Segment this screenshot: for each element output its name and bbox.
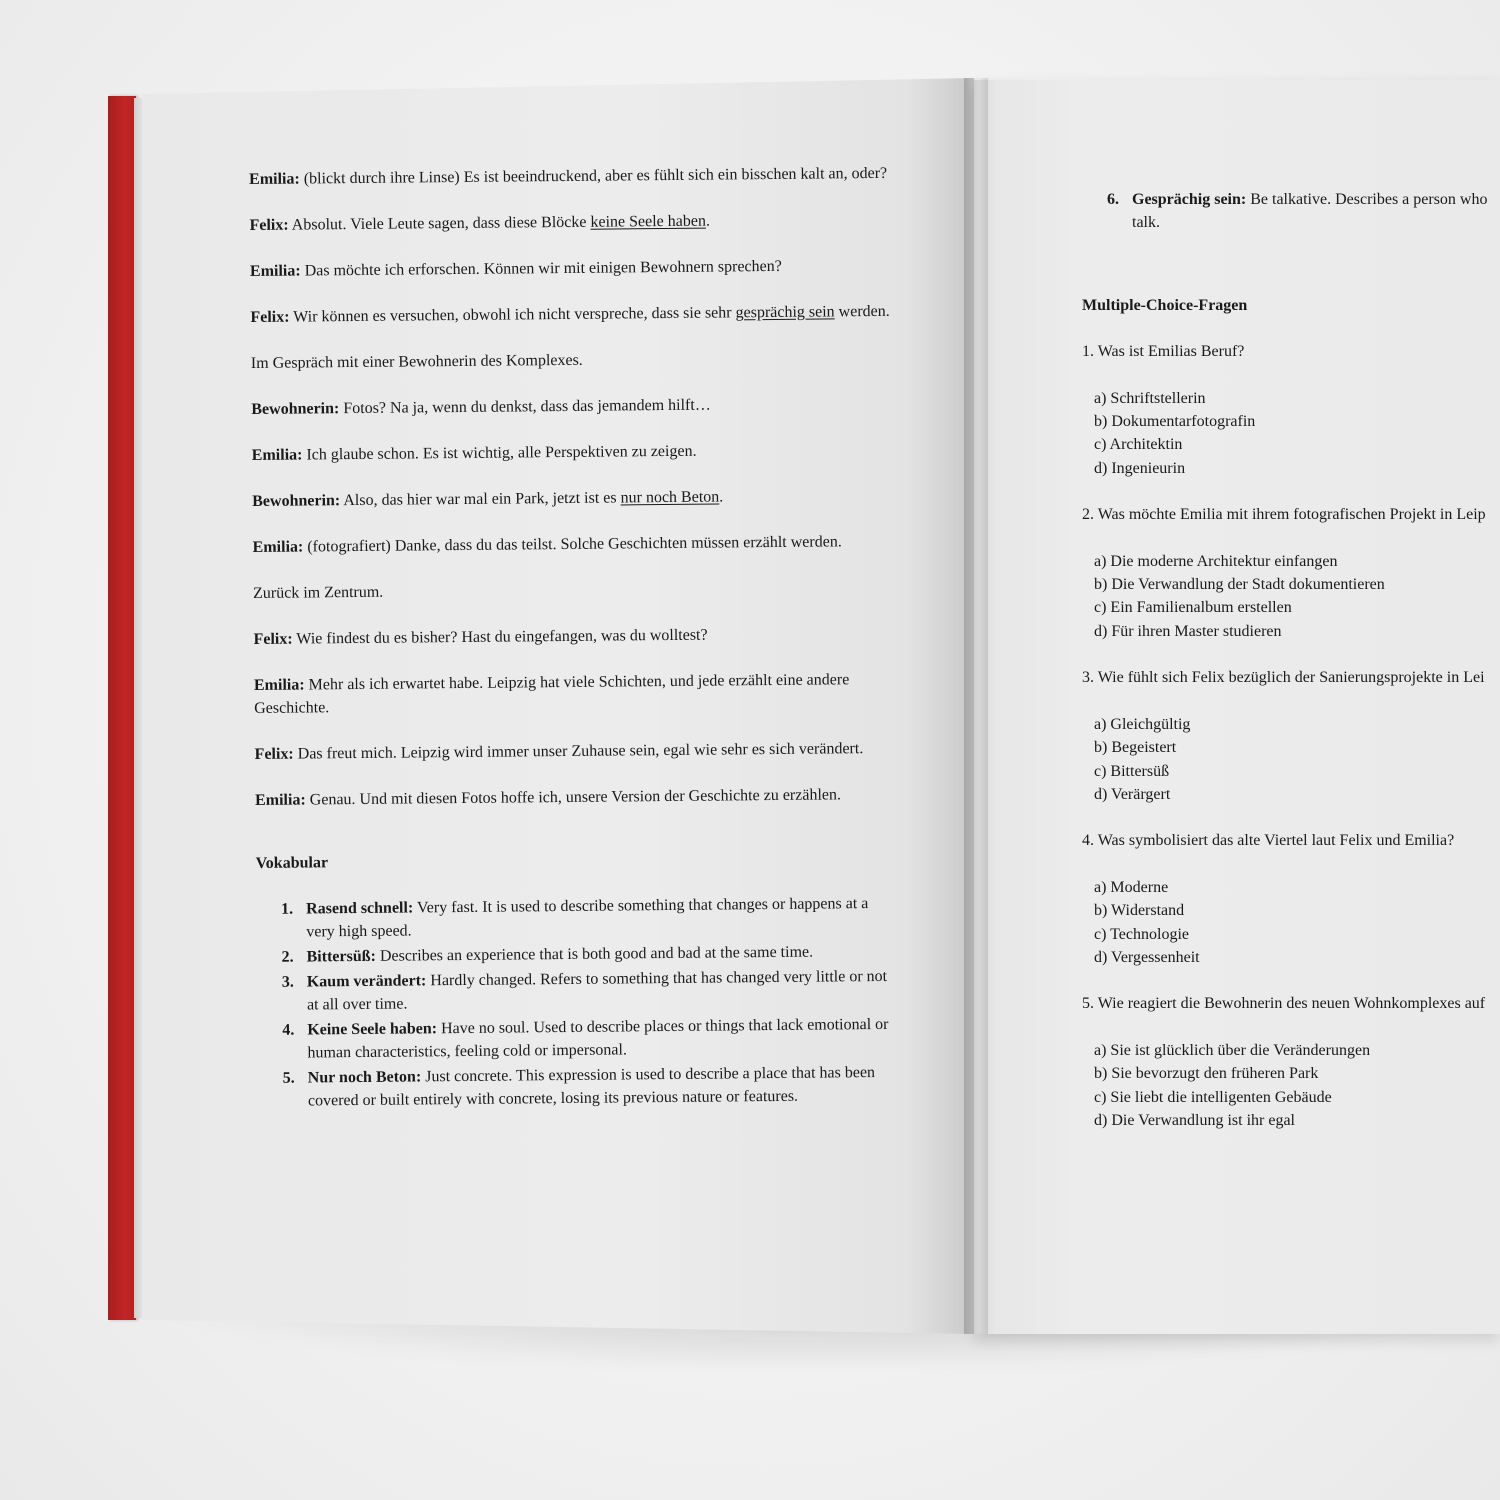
line-text: (fotografiert) Danke, dass du das teilst. Solche Geschichten müssen erzählt werden. <box>307 533 842 556</box>
dialogue-line <box>253 622 893 651</box>
vocab-definition-cont: talk. <box>1132 214 1160 232</box>
vocab-term: Bittersüß: <box>306 947 376 966</box>
line-text: . <box>719 488 724 506</box>
question-text: 5. Wie reagiert die Bewohnerin des neuen Wohnkomplexes auf <box>1082 995 1486 1013</box>
line-text: (blickt durch ihre Linse) Es ist beeindruckend, aber es fühlt sich ein bisschen kalt an, oder? <box>303 164 888 188</box>
line-text: . <box>705 212 711 230</box>
answer-options <box>1094 713 1500 807</box>
vocab-number: 2. <box>281 948 294 966</box>
vocab-item <box>257 965 897 1017</box>
dialogue-line <box>250 254 890 283</box>
dialogue-line <box>252 438 892 467</box>
answer-option: b) Widerstand <box>1094 902 1185 920</box>
speaker: Felix: <box>250 308 290 326</box>
line-text: Fotos? Na ja, wenn du denkst, dass das jemandem hilft… <box>343 396 711 418</box>
dialogue-line <box>251 392 891 421</box>
vocab-definition: Very fast. It is used to describe something that changes or happens at a very high speed. <box>306 895 869 941</box>
dialogue-line <box>250 300 890 329</box>
question-text: 2. Was möchte Emilia mit ihrem fotografischen Projekt in Leip <box>1082 506 1486 524</box>
book-gutter <box>964 78 988 1334</box>
answer-option: d) Ingenieurin <box>1094 459 1186 477</box>
dialogue-line <box>255 737 895 766</box>
vocab-number: 6. <box>1107 191 1119 208</box>
line-text: Genau. Und mit diesen Fotos hoffe ich, unsere Version der Geschichte zu erzählen. <box>309 786 842 809</box>
speaker: Bewohnerin: <box>251 400 340 418</box>
dialogue-line <box>252 484 892 513</box>
question-text: 3. Wie fühlt sich Felix bezüglich der Sanierungsprojekte in Lei <box>1082 669 1485 687</box>
speaker: Emilia: <box>252 538 304 556</box>
underlined-phrase: gesprächig sein <box>735 303 835 322</box>
dialogue-line <box>254 668 894 720</box>
question-text: 1. Was ist Emilias Beruf? <box>1082 343 1245 361</box>
vocab-heading: Vokabular <box>255 854 329 872</box>
dialogue-line <box>253 530 893 559</box>
answer-option: d) Die Verwandlung ist ihr egal <box>1094 1111 1295 1129</box>
vocab-term: Kaum verändert: <box>306 972 427 991</box>
line-text: Das freut mich. Leipzig wird immer unser Zuhause sein, egal wie sehr es sich verändert. <box>297 740 864 763</box>
vocab-definition: Just concrete. This expression is used to describe a place that has been covered or built entirely with concrete, losing its previous nature or features. <box>307 1064 876 1110</box>
vocab-item <box>257 1013 897 1065</box>
line-text: Mehr als ich erwartet habe. Leipzig hat viele Schichten, und jede erzählt eine andere Geschichte. <box>254 671 850 717</box>
vocab-number: 3. <box>281 973 294 991</box>
vocab-term: Rasend schnell: <box>306 899 414 918</box>
answer-option: d) Verärgert <box>1094 785 1171 803</box>
vocab-term: Gesprächig sein: <box>1132 191 1247 208</box>
vocab-definition: Hardly changed. Refers to something that has changed very little or not at all over time. <box>306 967 888 1014</box>
narration-line: Zurück im Zentrum. <box>253 583 384 602</box>
left-page-text <box>249 162 898 1115</box>
answer-option: a) Die moderne Architektur einfangen <box>1094 552 1338 570</box>
answer-option: c) Ein Familienalbum erstellen <box>1094 599 1292 617</box>
vocab-definition: Have no soul. Used to describe places or things that lack emotional or human characteristics, feeling cold or impersonal. <box>307 1015 889 1062</box>
answer-option: b) Die Verwandlung der Stadt dokumentieren <box>1094 576 1385 594</box>
underlined-phrase: keine Seele haben <box>590 212 707 231</box>
speaker: Felix: <box>254 745 294 763</box>
answer-option: a) Gleichgültig <box>1094 715 1191 733</box>
speaker: Felix: <box>253 630 293 648</box>
answer-option: d) Vergessenheit <box>1094 948 1200 966</box>
answer-option: c) Architektin <box>1094 436 1183 454</box>
speaker: Emilia: <box>249 262 301 280</box>
answer-options <box>1094 387 1500 481</box>
speaker: Emilia: <box>251 446 303 464</box>
line-text: Ich glaube schon. Es ist wichtig, alle Perspektiven zu zeigen. <box>306 442 697 464</box>
vocab-list <box>256 892 898 1113</box>
vocab-number: 1. <box>281 900 294 918</box>
mc-heading: Multiple-Choice-Fragen <box>1082 296 1248 314</box>
line-text: Also, das hier war mal ein Park, jetzt ist es <box>343 489 621 510</box>
question-block <box>1082 666 1500 806</box>
answer-option: a) Sie ist glücklich über die Veränderungen <box>1094 1041 1371 1059</box>
vocab-term: Nur noch Beton: <box>307 1068 422 1087</box>
vocab-number: 5. <box>282 1069 295 1087</box>
answer-option: a) Moderne <box>1094 878 1169 896</box>
answer-option: b) Dokumentarfotografin <box>1094 413 1256 431</box>
vocab-term: Keine Seele haben: <box>307 1020 438 1039</box>
answer-option: b) Sie bevorzugt den früheren Park <box>1094 1065 1319 1083</box>
speaker: Emilia: <box>249 170 300 188</box>
vocab-item <box>1082 188 1500 235</box>
line-text: Das möchte ich erforschen. Können wir mit einigen Bewohnern sprechen? <box>304 257 782 280</box>
vocab-number: 4. <box>282 1021 295 1039</box>
narration-line: Im Gespräch mit einer Bewohnerin des Komplexes. <box>250 351 583 372</box>
line-text: Absolut. Viele Leute sagen, dass diese Blöcke <box>291 213 591 234</box>
answer-option: a) Schriftstellerin <box>1094 389 1206 407</box>
dialogue-line <box>249 208 889 237</box>
question-block <box>1082 503 1500 643</box>
line-text: Wie findest du es bisher? Hast du eingefangen, was du wolltest? <box>296 626 708 648</box>
answer-options <box>1094 876 1500 970</box>
line-text: werden. <box>834 302 890 321</box>
answer-options <box>1094 550 1500 644</box>
answer-options <box>1094 1039 1500 1133</box>
vocab-item <box>256 940 896 969</box>
question-block <box>1082 340 1500 480</box>
vocab-item <box>256 892 896 944</box>
speaker: Bewohnerin: <box>252 492 341 510</box>
answer-option: c) Technologie <box>1094 925 1189 943</box>
dialogue-line <box>249 162 889 191</box>
right-page-text <box>1082 188 1500 1168</box>
speaker: Felix: <box>249 216 289 234</box>
line-text: Wir können es versuchen, obwohl ich nicht verspreche, dass sie sehr <box>293 304 736 326</box>
question-block <box>1082 992 1500 1132</box>
answer-option: b) Begeistert <box>1094 739 1177 757</box>
speaker: Emilia: <box>254 791 306 809</box>
underlined-phrase: nur noch Beton <box>620 488 720 507</box>
answer-option: c) Sie liebt die intelligenten Gebäude <box>1094 1088 1332 1106</box>
vocab-definition: Be talkative. Describes a person who <box>1250 191 1488 208</box>
question-block <box>1082 829 1500 969</box>
answer-option: d) Für ihren Master studieren <box>1094 622 1282 640</box>
red-cover-edge <box>108 96 136 1320</box>
dialogue-line <box>255 783 895 812</box>
question-text: 4. Was symbolisiert das alte Viertel laut Felix und Emilia? <box>1082 832 1455 850</box>
vocab-item <box>258 1061 898 1113</box>
vocab-definition: Describes an experience that is both good and bad at the same time. <box>379 943 814 965</box>
speaker: Emilia: <box>253 676 305 694</box>
answer-option: c) Bittersüß <box>1094 762 1170 780</box>
